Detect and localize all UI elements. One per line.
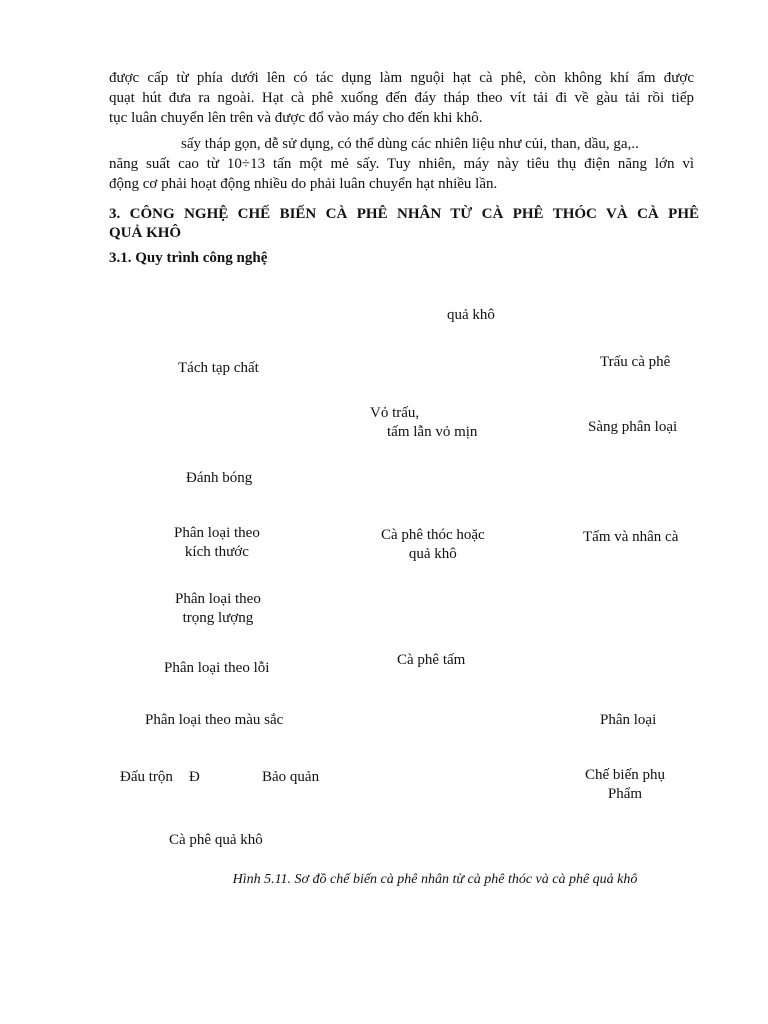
node-line: Cà phê thóc hoặc <box>381 527 485 543</box>
paragraph-line: năng suất cao từ 10÷13 tấn một mẻ sấy. Tuy nhiên, máy này tiêu thụ điện năng lớn vì <box>109 156 694 172</box>
node-line: trọng lượng <box>182 610 254 626</box>
node-ca-phe-qua-kho: Cà phê quả khô <box>169 832 263 848</box>
node-tach-tap-chat: Tách tạp chất <box>178 360 259 376</box>
node-sang-phan-loai: Sàng phân loại <box>588 419 678 435</box>
node-ca-phe-thoc <box>381 526 485 564</box>
heading-line: QUẢ KHÔ <box>109 225 182 241</box>
figure-caption: Hình 5.11. Sơ đồ chế biến cà phê nhân từ cà phê thóc và cà phê quả khô <box>232 872 638 887</box>
section-heading <box>109 205 699 243</box>
node-d-letter: Đ <box>189 769 200 785</box>
node-tam-va-nhan: Tấm và nhân cà <box>583 529 679 545</box>
node-line: quả khô <box>408 546 457 562</box>
node-phan-loai-kich-thuoc <box>174 524 260 562</box>
node-line: kích thước <box>184 544 249 560</box>
heading-line: 3. CÔNG NGHỆ CHẾ BIẾN CÀ PHÊ NHÂN TỪ CÀ PHÊ THÓC VÀ CÀ PHÊ <box>109 206 699 222</box>
node-trau-ca-phe: Trấu cà phê <box>600 354 671 370</box>
node-phan-loai-loi: Phân loại theo lỗi <box>164 660 270 676</box>
paragraph-line: động cơ phải hoạt động nhiều do phải luân chuyển hạt nhiều lần. <box>109 176 498 192</box>
node-line: tấm lẫn vỏ mịn <box>387 424 478 440</box>
subsection-heading: 3.1. Quy trình công nghệ <box>109 250 268 266</box>
node-line: Phân loại theo <box>175 591 261 607</box>
node-line: Phẩm <box>607 786 643 802</box>
node-phan-loai: Phân loại <box>600 712 657 728</box>
node-phan-loai-trong-luong <box>175 590 261 628</box>
node-phan-loai-mau-sac: Phân loại theo màu sắc <box>145 712 284 728</box>
node-danh-bong: Đánh bóng <box>186 470 253 486</box>
node-qua-kho: quả khô <box>447 307 495 323</box>
paragraph-tower-dryer <box>109 134 694 194</box>
node-vo-trau <box>370 404 477 442</box>
paragraph-drying-process <box>109 68 694 128</box>
node-line: Vỏ trấu, <box>370 405 420 421</box>
node-bao-quan: Bảo quản <box>262 769 320 785</box>
node-dau-tron: Đấu trộn <box>120 769 173 785</box>
paragraph-line: quạt hút đưa ra ngoài. Hạt cà phê xuống đến đáy tháp theo vít tải đi về gàu tải rồi tiếp <box>109 90 694 106</box>
node-che-bien-phu-pham <box>585 766 665 804</box>
node-line: Chế biến phụ <box>585 767 665 783</box>
node-ca-phe-tam: Cà phê tấm <box>397 652 466 668</box>
paragraph-line: tục luân chuyển lên trên và được đổ vào máy cho đến khi khô. <box>109 110 483 126</box>
node-line: Phân loại theo <box>174 525 260 541</box>
paragraph-line: sấy tháp gọn, dễ sử dụng, có thể dùng các nhiên liệu như củi, than, dầu, ga,.. <box>181 136 639 152</box>
paragraph-line: được cấp từ phía dưới lên có tác dụng làm nguội hạt cà phê, còn không khí ẩm được <box>109 70 694 86</box>
